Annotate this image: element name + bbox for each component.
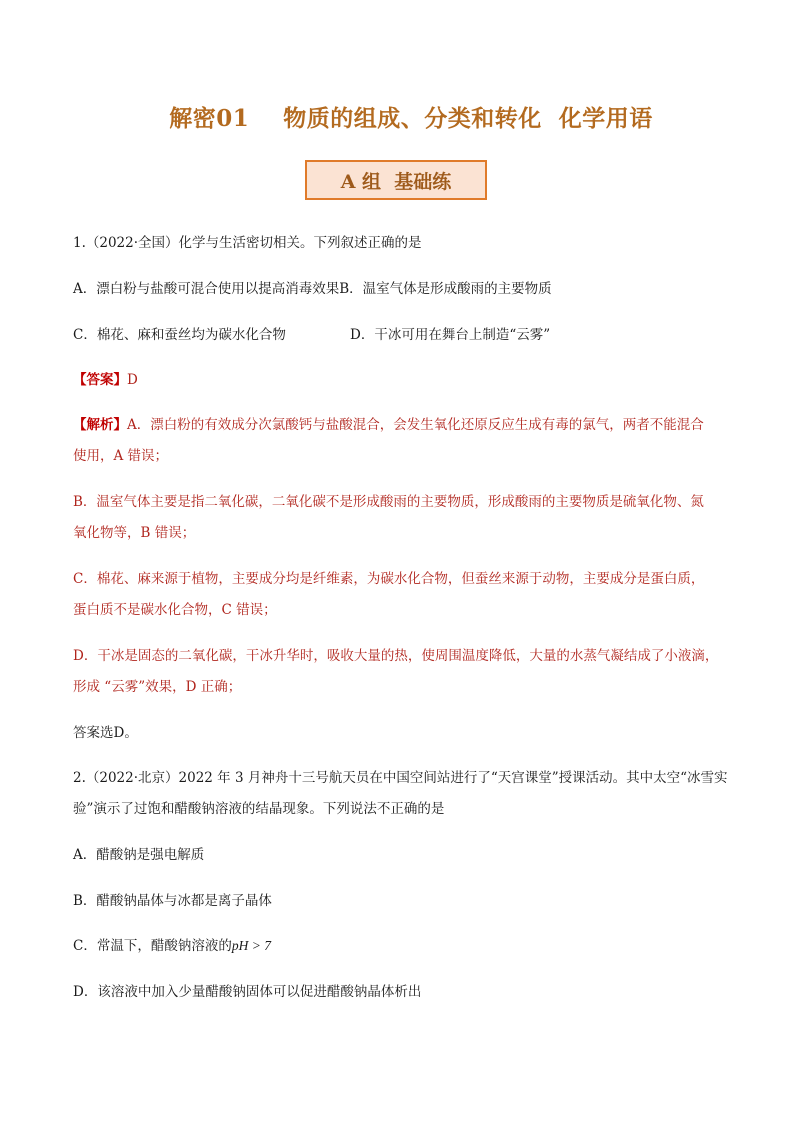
q2-option-c-text: C．常温下，醋酸钠溶液的: [73, 938, 232, 954]
q1-answer: [73, 370, 733, 390]
ph-formula: pH > 7: [231, 938, 271, 953]
q1-analysis-c-line1: C．棉花、麻来源于植物，主要成分均是纤维素，为碳水化合物，但蚕丝来源于动物，主要成分是蛋白质，: [73, 571, 705, 587]
q1-conclusion: 答案选D。: [73, 725, 138, 741]
q1-option-c: C．棉花、麻和蚕丝均为碳水化合物: [73, 327, 286, 343]
analysis-tag: 【解析】: [73, 417, 127, 433]
title-code: 解密01: [169, 105, 250, 132]
q1-option-b: B．温室气体是形成酸雨的主要物质: [339, 281, 552, 297]
q1-analysis-d-line2: 形成 “云雾”效果，D 正确；: [73, 679, 242, 695]
q1-options-row2: [73, 325, 733, 345]
page-title: [0, 100, 794, 133]
group-label-box: A 组 基础练: [305, 160, 487, 200]
q1-options-row1: [73, 279, 733, 299]
answer-value: D: [127, 372, 138, 388]
q2-stem-line2: 验”演示了过饱和醋酸钠溶液的结晶现象。下列说法不正确的是: [73, 801, 445, 817]
q1-analysis-a-line2: 使用，A 错误；: [73, 448, 169, 464]
q1-analysis-c-line2: 蛋白质不是碳水化合物，C 错误；: [73, 602, 277, 618]
q2-option-a: A．醋酸钠是强电解质: [73, 847, 205, 863]
q1-analysis-a-line1: [73, 415, 733, 435]
analysis-a-text: A．漂白粉的有效成分次氯酸钙与盐酸混合，会发生氧化还原反应生成有毒的氯气，两者不能混合: [127, 417, 704, 433]
q1-stem: 1.（2022·全国）化学与生活密切相关。下列叙述正确的是: [73, 235, 422, 251]
q1-option-a: A．漂白粉与盐酸可混合使用以提高消毒效果: [73, 281, 340, 297]
q1-analysis-b-line1: B．温室气体主要是指二氧化碳，二氧化碳不是形成酸雨的主要物质，形成酸雨的主要物质是硫氧化物、氮: [73, 494, 704, 510]
q2-option-d: D．该溶液中加入少量醋酸钠固体可以促进醋酸钠晶体析出: [73, 984, 422, 1000]
q1-analysis-d-line1: D．干冰是固态的二氧化碳，干冰升华时，吸收大量的热，使周围温度降低，大量的水蒸气凝结成了小液滴，: [73, 648, 719, 664]
q1-analysis-b-line2: 氧化物等，B 错误；: [73, 525, 196, 541]
q2-option-b: B．醋酸钠晶体与冰都是离子晶体: [73, 893, 272, 909]
q1-option-d: D．干冰可用在舞台上制造“云雾”: [350, 327, 551, 343]
answer-tag: 【答案】: [73, 372, 127, 388]
q2-option-c: [73, 936, 733, 956]
title-topic: 物质的组成、分类和转化 化学用语: [283, 105, 653, 132]
q2-stem-line1: 2.（2022·北京）2022 年 3 月神舟十三号航天员在中国空间站进行了“天宫课堂”授课活动。其中太空“冰雪实: [73, 770, 728, 786]
